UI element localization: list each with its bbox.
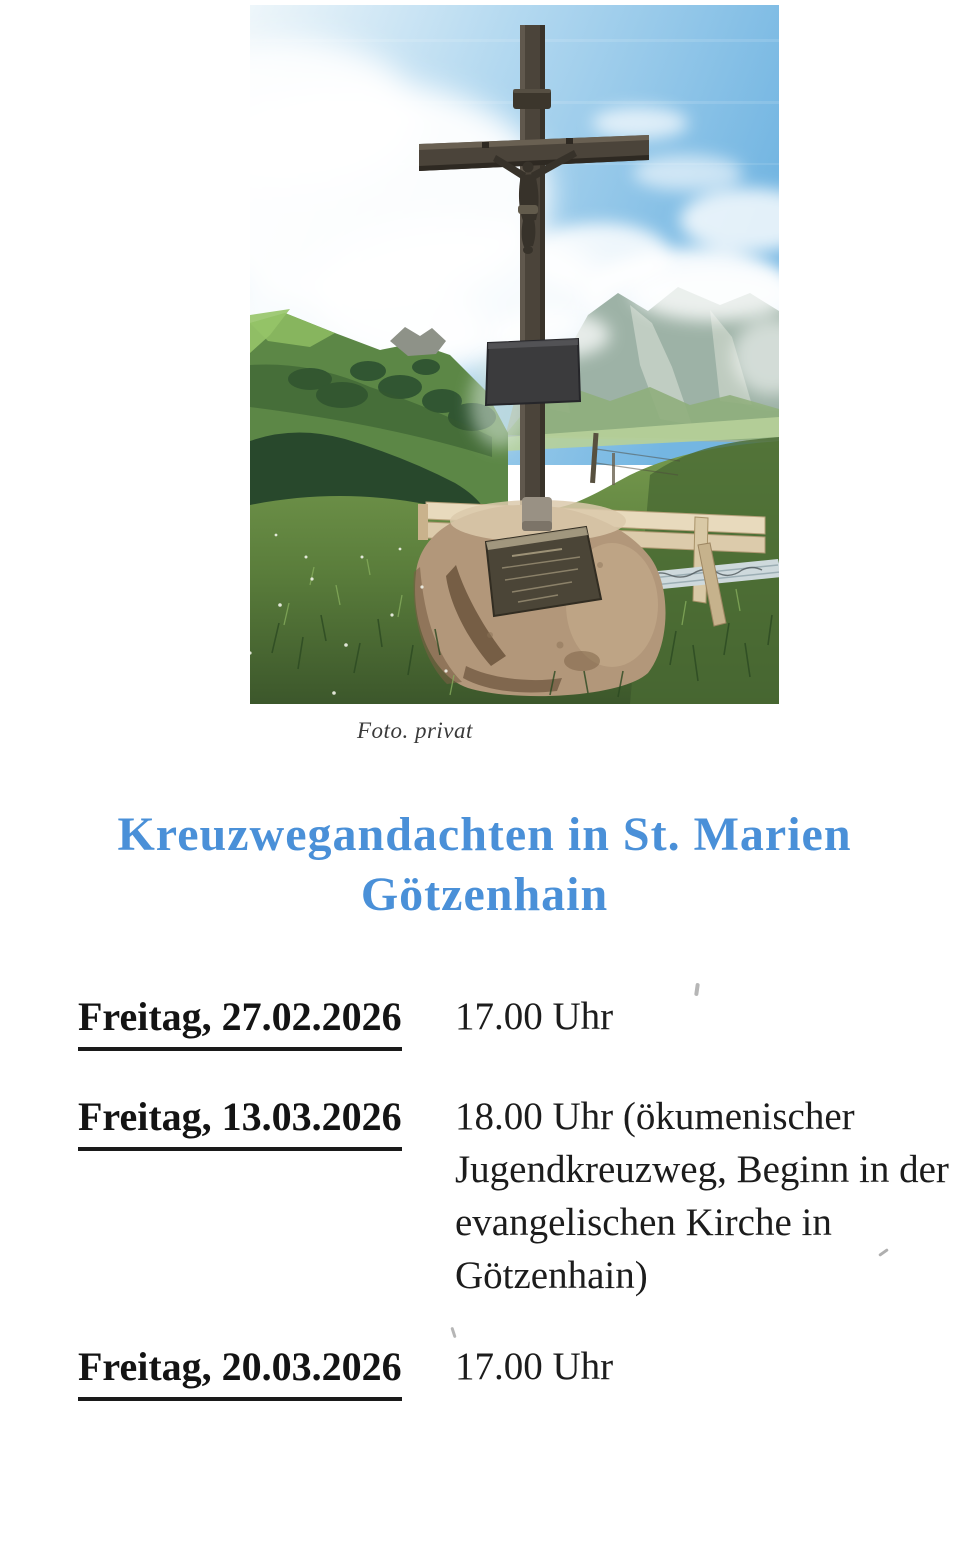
page-title-line-1: Kreuzwegandachten in St. Marien: [117, 808, 852, 861]
schedule-date: Freitag, 20.03.2026: [78, 1340, 402, 1401]
schedule-time: 17.00 Uhr: [455, 995, 614, 1038]
photo-caption: Foto. privat: [357, 718, 473, 743]
schedule-time: 17.00 Uhr: [455, 1345, 614, 1388]
schedule-time: 18.00 Uhr (ökumenischer Jugendkreuzweg, Beginn in der evangelischen Kirche in Götzenhain): [455, 1095, 949, 1297]
page-title-line-2: Götzenhain: [360, 868, 609, 921]
schedule-date: Freitag, 13.03.2026: [78, 1090, 402, 1151]
schedule-date: Freitag, 27.02.2026: [78, 990, 402, 1051]
